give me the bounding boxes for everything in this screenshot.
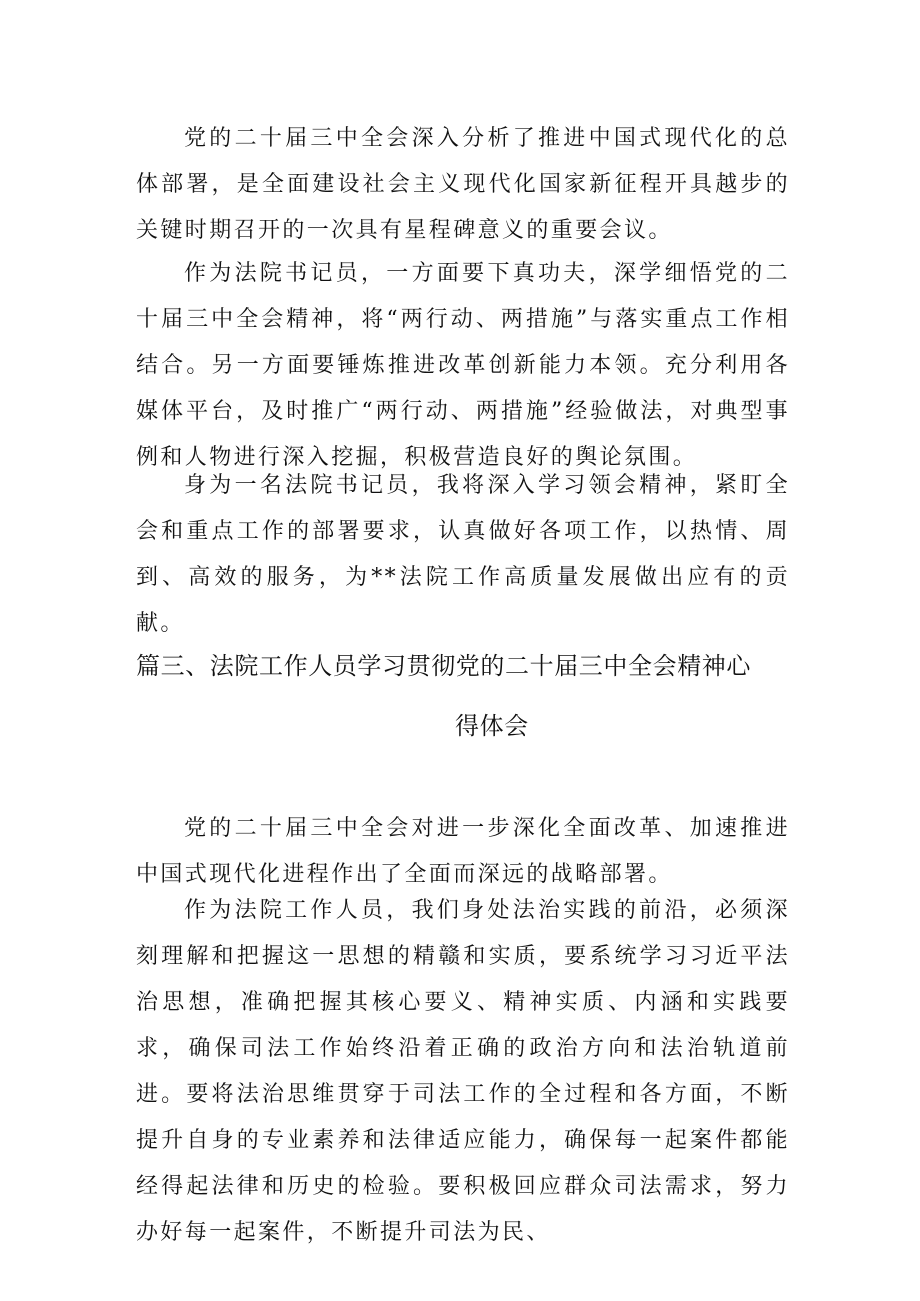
paragraph-strategic-deployment: 党的二十届三中全会对进一步深化全面改革、加速推进中国式现代化进程作出了全面而深远的战略部署。 [136,816,790,887]
section-title-line-2: 得体会 [455,712,529,740]
section-title-line-1: 篇三、法院工作人员学习贯彻党的二十届三中全会精神心 [136,652,751,680]
paragraph-court-staff-practice: 作为法院工作人员，我们身处法治实践的前沿，必须深刻理解和把握这一思想的精赣和实质，要系统学习习近平法治思想，准确把握其核心要义、精神实质、内涵和实践要求，确保司法工作始终沿着正确的政治方向和法治轨道前进。要将法治思维贯穿于司法工作的全过程和各方面，不断提升自身的专业素养和法律适应能力，确保每一起案件都能经得起法律和历史的检验。要积极回应群众司法需求，努力办好每一起案件，不断提升司法为民、 [136,898,790,1245]
paragraph-clerk-duties: 作为法院书记员，一方面要下真功夫，深学细悟党的二十届三中全会精神，将“两行动、两措施”与落实重点工作相结合。另一方面要锤炼推进改革创新能力本领。充分利用各媒体平台，及时推广“两行动、两措施”经验做法，对典型事例和人物进行深入挖掘，积极营造良好的舆论氛围。 [136,261,790,470]
paragraph-meeting-significance: 党的二十届三中全会深入分析了推进中国式现代化的总体部署，是全面建设社会主义现代化国家新征程开具越步的关键时期召开的一次具有星程碑意义的重要会议。 [136,126,790,243]
paragraph-clerk-commitment: 身为一名法院书记员，我将深入学习领会精神，紧盯全会和重点工作的部署要求，认真做好各项工作，以热情、周到、高效的服务，为**法院工作高质量发展做出应有的贡献。 [136,473,790,636]
